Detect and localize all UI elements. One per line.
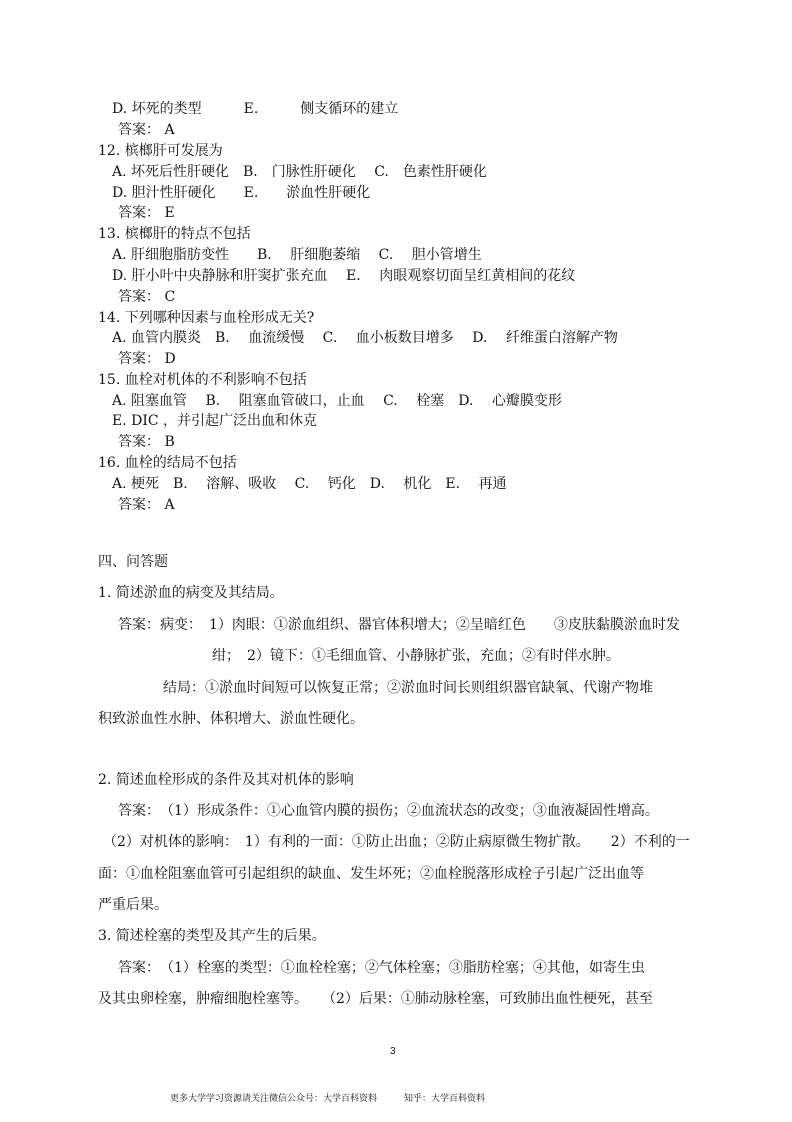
section-heading: 四、问答题 xyxy=(98,554,168,570)
answer-text: 积致淤血性水肿、体积增大、淤血性硬化。 xyxy=(98,711,364,727)
answer-line: 答案： A xyxy=(118,122,175,138)
option-line: E. DIC ，并引起广泛出血和休克 xyxy=(112,413,318,429)
answer-line: 答案： C xyxy=(118,289,176,305)
question-title: 12. 槟榔肝可发展为 xyxy=(98,143,223,159)
answer-text: 答案： （1）形成条件：①心血管内膜的损伤；②血流状态的改变；③血液凝固性增高。 xyxy=(118,803,659,819)
text-line: D. 坏死的类型 E. 侧支循环的建立 xyxy=(112,101,399,117)
option-line: A. 阻塞血管 B. 阻塞血管破口，止血 C. 栓塞 D. 心瓣膜变形 xyxy=(112,393,562,409)
answer-text: 结局：①淤血时间短可以恢复正常；②淤血时间长则组织器官缺氧、代谢产物堆 xyxy=(163,680,653,696)
option-line: A. 血管内膜炎 B. 血流缓慢 C. 血小板数目增多 D. 纤维蛋白溶解产物 xyxy=(112,330,618,346)
answer-text: 面：①血栓阻塞血管可引起组织的缺血、发生坏死；②血栓脱落形成栓子引起广泛出血等 xyxy=(98,866,644,882)
question-title: 14. 下列哪种因素与血栓形成无关? xyxy=(98,310,315,326)
option-line: A. 坏死后性肝硬化 B. 门脉性肝硬化 C. 色素性肝硬化 xyxy=(112,164,487,180)
answer-text: 答案： （1）栓塞的类型：①血栓栓塞；②气体栓塞；③脂肪栓塞；④其他，如寄生虫 xyxy=(118,960,645,976)
answer-line: 答案： E xyxy=(118,205,175,221)
page-number: 3 xyxy=(390,1046,396,1057)
question-title: 16. 血栓的结局不包括 xyxy=(98,455,237,471)
option-line: A. 梗死 B. 溶解、吸收 C. 钙化 D. 机化 E. 再通 xyxy=(112,476,507,492)
answer-text: 严重后果。 xyxy=(98,897,168,913)
answer-line: 答案： A xyxy=(118,497,175,513)
question-title: 1. 简述淤血的病变及其结局。 xyxy=(98,585,284,601)
option-line: A. 肝细胞脂肪变性 B. 肝细胞萎缩 C. 胆小管增生 xyxy=(112,247,482,263)
answer-text: 及其虫卵栓塞，肿瘤细胞栓塞等。 （2）后果：①肺动脉栓塞，可致肺出血性梗死，甚至 xyxy=(98,991,653,1007)
option-line: D. 胆汁性肝硬化 E. 淤血性肝硬化 xyxy=(112,185,371,201)
answer-text: （2）对机体的影响： 1）有利的一面：①防止出血；②防止病原微生物扩散。 2）不利的一 xyxy=(103,834,690,850)
answer-line: 答案： D xyxy=(118,351,176,367)
option-line: D. 肝小叶中央静脉和肝窦扩张充血 E. 肉眼观察切面呈红黄相间的花纹 xyxy=(112,268,576,284)
question-title: 2. 简述血栓形成的条件及其对机体的影响 xyxy=(98,772,354,788)
question-title: 3. 简述栓塞的类型及其产生的后果。 xyxy=(98,928,326,944)
answer-text: 绀； 2）镜下：①毛细血管、小静脉扩张，充血；②有时伴水肿。 xyxy=(212,648,620,664)
footer-note: 更多大学学习资源请关注微信公众号：大学百科资料 知乎：大学百科资料 xyxy=(170,1094,486,1104)
question-title: 15. 血栓对机体的不利影响不包括 xyxy=(98,372,307,388)
answer-text: 答案：病变： 1）肉眼：①淤血组织、器官体积增大；②呈暗红色 ③皮肤黏膜淤血时发 xyxy=(118,617,680,633)
question-title: 13. 槟榔肝的特点不包括 xyxy=(98,226,251,242)
answer-line: 答案： B xyxy=(118,434,175,450)
